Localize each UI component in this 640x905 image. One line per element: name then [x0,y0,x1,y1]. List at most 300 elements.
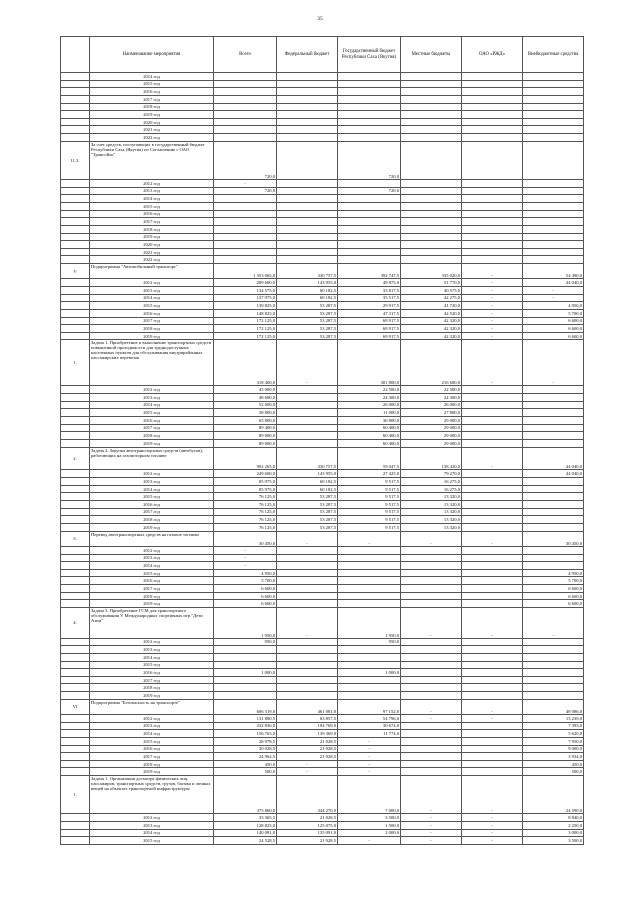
cell-federal [277,394,338,402]
cell-state: 1 000,0 [338,669,401,677]
table-row [61,233,584,241]
cell-state: 720,0 [338,187,401,195]
cell-extrabudget [523,180,584,188]
cell-rzd [462,592,523,600]
cell-extrabudget [523,394,584,402]
cell-rzd: - [462,309,523,317]
cell-local [401,577,462,585]
cell-state [338,646,401,654]
cell-local [401,692,462,700]
table-row [61,523,584,531]
cell-state [338,661,401,669]
row-year: 2022 год [90,134,214,142]
cell-rzd [462,669,523,677]
cell-federal [277,432,338,440]
cell-total: 85 975,0 [214,478,277,486]
cell-local: - [401,699,462,714]
table-row [61,180,584,188]
header-local: Местные бюджеты [401,37,462,73]
cell-extrabudget [523,248,584,256]
cell-federal: 139 369,0 [277,730,338,738]
cell-state [338,111,401,119]
row-number [61,646,90,654]
cell-rzd [462,523,523,531]
cell-federal [277,577,338,585]
cell-state [338,592,401,600]
row-number [61,478,90,486]
cell-extrabudget [523,218,584,226]
cell-state: 9 517,5 [338,508,401,516]
row-number [61,187,90,195]
cell-local [401,256,462,264]
cell-total: 76 125,0 [214,523,277,531]
cell-federal: - [277,768,338,776]
row-year: 2019 год [90,523,214,531]
cell-state [338,134,401,142]
cell-federal: - [277,607,338,638]
cell-federal [277,248,338,256]
cell-rzd [462,256,523,264]
row-year: 2013 год [90,646,214,654]
row-year: 2019 год [90,332,214,340]
cell-rzd [462,202,523,210]
cell-federal [277,409,338,417]
row-year: 2022 год [90,256,214,264]
cell-total: 134 575,0 [214,287,277,295]
row-year: 2019 год [90,692,214,700]
cell-total: 606 319,0 [214,699,277,714]
cell-federal: - [277,340,338,386]
cell-total: 375 860,0 [214,776,277,814]
row-title: Задача 1. Организация досмотра физических лиц, пассажиров, транспортных средств, грузов, багажа и личных вещей на объектах транспортной инфраструктуры [90,776,214,814]
cell-rzd [462,661,523,669]
table-row [61,730,584,738]
row-year: 2019 год [90,768,214,776]
cell-rzd [462,485,523,493]
cell-total [214,225,277,233]
table-row [61,447,584,470]
row-number [61,745,90,753]
cell-federal [277,88,338,96]
row-number [61,516,90,524]
row-year: 2019 год [90,439,214,447]
cell-rzd [462,394,523,402]
cell-rzd [462,195,523,203]
table-row [61,646,584,654]
row-year: 2014 год [90,401,214,409]
table-row [61,508,584,516]
cell-rzd [462,753,523,761]
cell-federal: 143 955,0 [277,279,338,287]
cell-federal [277,669,338,677]
row-year: 2018 год [90,516,214,524]
cell-extrabudget [523,111,584,119]
row-number [61,202,90,210]
cell-federal: 53 287,5 [277,508,338,516]
cell-extrabudget [523,638,584,646]
cell-state: 9 517,5 [338,478,401,486]
cell-rzd: - [462,264,523,279]
cell-total [214,103,277,111]
table-row [61,409,584,417]
cell-total: 902 265,0 [214,447,277,470]
cell-total: 89 000,0 [214,439,277,447]
row-year: 2013 год [90,822,214,830]
row-number [61,325,90,333]
cell-rzd: - [462,332,523,340]
row-number [61,118,90,126]
row-number [61,730,90,738]
cell-total: 6 600,0 [214,592,277,600]
row-number [61,600,90,608]
cell-federal [277,600,338,608]
row-number [61,585,90,593]
table-row [61,753,584,761]
cell-state: - [338,737,401,745]
cell-rzd [462,241,523,249]
cell-local: 29 000,0 [401,416,462,424]
cell-total [214,256,277,264]
table-body [61,73,584,845]
row-number [61,88,90,96]
cell-rzd [462,493,523,501]
cell-state: 60 400,0 [338,424,401,432]
cell-rzd: - [462,447,523,470]
cell-local [401,248,462,256]
cell-local [401,753,462,761]
cell-federal: 53 287,5 [277,332,338,340]
cell-state: 69 917,5 [338,325,401,333]
cell-federal: 60 182,5 [277,294,338,302]
cell-state: 9 517,5 [338,523,401,531]
cell-total: 6 600,0 [214,585,277,593]
row-number [61,218,90,226]
row-title: За счет средств, поступающих в государственный бюджет Республики Саха (Якутия) по Соглашению с ОАО "Трансойль" [90,141,214,179]
cell-state [338,233,401,241]
row-year: 2013 год [90,478,214,486]
row-number [61,577,90,585]
cell-total: 85 975,0 [214,485,277,493]
cell-total: - [214,554,277,562]
cell-rzd [462,508,523,516]
row-year: 2017 год [90,676,214,684]
row-number: 2. [61,447,90,470]
row-number [61,768,90,776]
table-row [61,661,584,669]
cell-extrabudget [523,501,584,509]
cell-total [214,95,277,103]
cell-total: 6 600,0 [214,600,277,608]
cell-extrabudget: - [523,287,584,295]
row-number [61,737,90,745]
cell-state [338,218,401,226]
cell-federal [277,80,338,88]
cell-extrabudget [523,256,584,264]
cell-state [338,653,401,661]
row-year: 2014 год [90,73,214,81]
cell-rzd [462,478,523,486]
cell-extrabudget: 13 239,0 [523,715,584,723]
cell-federal [277,416,338,424]
cell-state: 11 774,0 [338,730,401,738]
row-title: Подпрограмма "Безопасность на транспорте" [90,699,214,714]
cell-rzd: - [462,715,523,723]
row-year: 2016 год [90,210,214,218]
cell-rzd [462,760,523,768]
table-row [61,776,584,814]
row-number [61,814,90,822]
cell-extrabudget: 2 250,0 [523,822,584,830]
cell-state: 97 152,0 [338,699,401,714]
cell-local: - [401,822,462,830]
cell-rzd [462,745,523,753]
row-number [61,722,90,730]
row-number [61,424,90,432]
table-row [61,309,584,317]
cell-extrabudget [523,508,584,516]
cell-local: 29 000,0 [401,432,462,440]
cell-local: 13 320,0 [401,523,462,531]
cell-total: 24 528,5 [214,837,277,845]
cell-federal: 461 081,0 [277,699,338,714]
cell-local: 216 600,0 [401,340,462,386]
header-federal: Федеральный бюджет [277,37,338,73]
cell-state: 9 517,5 [338,485,401,493]
cell-rzd [462,416,523,424]
cell-state [338,180,401,188]
cell-local [401,592,462,600]
cell-local [401,760,462,768]
row-year: 2016 год [90,416,214,424]
cell-federal: 330 757,5 [277,264,338,279]
cell-extrabudget [523,386,584,394]
cell-rzd: - [462,325,523,333]
cell-extrabudget [523,141,584,179]
row-number: 1. [61,340,90,386]
cell-extrabudget: 3 934,0 [523,753,584,761]
row-year: 2019 год [90,233,214,241]
cell-total [214,218,277,226]
cell-rzd: - [462,340,523,386]
cell-federal [277,95,338,103]
cell-state [338,88,401,96]
row-number [61,439,90,447]
row-year: 2014 год [90,195,214,203]
row-year: 2018 год [90,225,214,233]
row-number: 11.3. [61,141,90,179]
cell-total [214,676,277,684]
cell-federal [277,218,338,226]
cell-total: 172 125,0 [214,332,277,340]
row-title: Задача 3. Приобретение ГСМ для транспортного обслуживания V Международных спортивных игр "Дети Азии" [90,607,214,638]
table-row [61,516,584,524]
row-number [61,386,90,394]
cell-rzd [462,646,523,654]
cell-local [401,554,462,562]
cell-local [401,646,462,654]
cell-local: 42 320,0 [401,317,462,325]
cell-total: 30 450,0 [214,531,277,546]
cell-total: 76 125,0 [214,501,277,509]
cell-total: 76 125,0 [214,493,277,501]
row-year: 2016 год [90,577,214,585]
row-number [61,676,90,684]
table-row [61,241,584,249]
cell-state: 27 425,0 [338,470,401,478]
cell-rzd: - [462,607,523,638]
cell-rzd: - [462,531,523,546]
cell-rzd [462,233,523,241]
cell-rzd [462,768,523,776]
table-row [61,225,584,233]
table-row [61,95,584,103]
cell-state: 33 817,5 [338,287,401,295]
cell-state: 1 500,0 [338,822,401,830]
cell-state: 392 747,5 [338,264,401,279]
cell-extrabudget [523,73,584,81]
cell-state: 9 517,5 [338,493,401,501]
table-row [61,600,584,608]
cell-local [401,111,462,119]
table-row [61,669,584,677]
row-year: 2021 год [90,126,214,134]
cell-state: 59 047,5 [338,447,401,470]
row-number [61,416,90,424]
cell-federal: 53 287,5 [277,501,338,509]
table-row [61,684,584,692]
cell-local [401,141,462,179]
cell-state [338,562,401,570]
cell-local: 13 320,0 [401,501,462,509]
cell-state: - [338,531,401,546]
row-number [61,760,90,768]
cell-federal [277,439,338,447]
row-number [61,225,90,233]
cell-local [401,585,462,593]
cell-local: 13 320,0 [401,508,462,516]
cell-federal [277,180,338,188]
cell-extrabudget [523,562,584,570]
table-row [61,814,584,822]
table-row [61,745,584,753]
cell-extrabudget [523,669,584,677]
cell-rzd [462,653,523,661]
row-year: 2016 год [90,501,214,509]
cell-total: 76 125,0 [214,508,277,516]
cell-total [214,646,277,654]
cell-federal: 53 287,5 [277,523,338,531]
cell-local [401,210,462,218]
cell-total: 140 081,0 [214,829,277,837]
cell-federal [277,103,338,111]
cell-extrabudget [523,676,584,684]
cell-extrabudget [523,646,584,654]
cell-local: 16 275,0 [401,485,462,493]
cell-extrabudget: 6 600,0 [523,325,584,333]
row-year: 2013 год [90,722,214,730]
row-year: 2014 год [90,653,214,661]
cell-rzd: - [462,829,523,837]
table-row [61,401,584,409]
cell-total: 131 880,5 [214,715,277,723]
cell-total: 5 700,0 [214,577,277,585]
row-year: 2016 год [90,88,214,96]
row-number [61,233,90,241]
table-row [61,103,584,111]
cell-extrabudget: 44 040,0 [523,447,584,470]
cell-rzd [462,600,523,608]
cell-federal [277,585,338,593]
row-year: 2014 год [90,562,214,570]
cell-state: 720,0 [338,141,401,179]
row-number [61,195,90,203]
cell-federal [277,241,338,249]
cell-extrabudget: 450,0 [523,760,584,768]
cell-local: - [401,531,462,546]
cell-federal [277,661,338,669]
cell-extrabudget [523,684,584,692]
row-year: 2014 год [90,730,214,738]
cell-extrabudget [523,653,584,661]
cell-state [338,546,401,554]
cell-extrabudget: 9 000,0 [523,745,584,753]
funding-table [60,36,584,845]
cell-local [401,638,462,646]
cell-extrabudget: 8 840,0 [523,814,584,822]
cell-rzd [462,180,523,188]
cell-total: 1 950,0 [214,607,277,638]
table-row [61,577,584,585]
cell-state [338,103,401,111]
cell-local [401,768,462,776]
cell-extrabudget [523,478,584,486]
cell-total: 1 353 065,0 [214,264,277,279]
cell-rzd: - [462,699,523,714]
cell-rzd [462,684,523,692]
row-year: 2017 год [90,317,214,325]
cell-rzd [462,470,523,478]
table-row [61,302,584,310]
table-row [61,829,584,837]
cell-state [338,202,401,210]
cell-total: 24 962,5 [214,753,277,761]
cell-total [214,241,277,249]
table-row [61,501,584,509]
cell-extrabudget: 48 086,0 [523,699,584,714]
cell-state: 36 800,0 [338,416,401,424]
cell-state [338,569,401,577]
row-year: 2014 год [90,485,214,493]
cell-rzd: - [462,302,523,310]
row-year: 2013 год [90,187,214,195]
table-row [61,470,584,478]
table-row [61,432,584,440]
row-year: 2017 год [90,95,214,103]
cell-local [401,676,462,684]
row-year: 2016 год [90,745,214,753]
cell-total: 318 400,0 [214,340,277,386]
row-year: 2017 год [90,424,214,432]
cell-federal [277,676,338,684]
table-row [61,699,584,714]
table-row [61,585,584,593]
row-number: 3. [61,531,90,546]
cell-total [214,126,277,134]
cell-rzd [462,516,523,524]
cell-local: 335 020,0 [401,264,462,279]
row-number [61,279,90,287]
cell-local: 13 320,0 [401,516,462,524]
